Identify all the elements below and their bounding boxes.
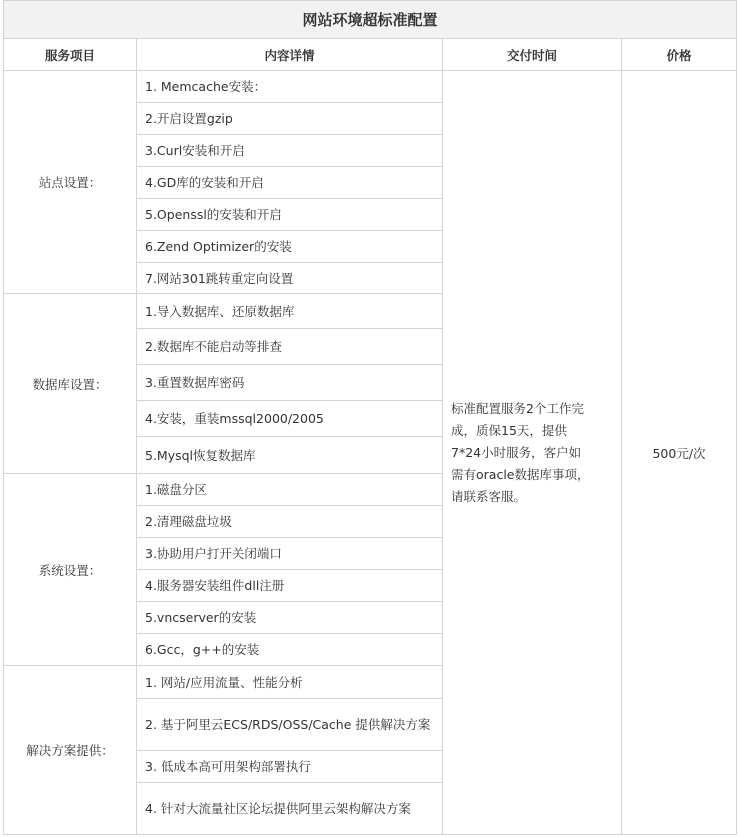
list-item: 1.导入数据库、还原数据库: [137, 294, 443, 329]
category-site-settings: 站点设置：: [4, 71, 137, 294]
list-item: 3.重置数据库密码: [137, 365, 443, 401]
header-service: 服务项目: [4, 39, 137, 71]
list-item: 2.开启设置gzip: [137, 103, 443, 135]
list-item: 1.磁盘分区: [137, 474, 443, 506]
list-item: 5.vncserver的安装: [137, 602, 443, 634]
list-item: 5.Mysql恢复数据库: [137, 437, 443, 474]
category-database-settings: 数据库设置：: [4, 294, 137, 474]
delivery-time-text: 标准配置服务2个工作完成，质保15天，提供7*24小时服务，客户如需有oracle数据库事项，请联系客服。: [443, 71, 622, 835]
list-item: 4.安装，重装mssql2000/2005: [137, 401, 443, 437]
table-title: 网站环境超标准配置: [4, 1, 737, 39]
header-delivery: 交付时间: [443, 39, 622, 71]
price-value: 500元/次: [622, 71, 737, 835]
category-system-settings: 系统设置：: [4, 474, 137, 666]
category-solutions: 解决方案提供：: [4, 666, 137, 835]
list-item: 5.Openssl的安装和开启: [137, 199, 443, 231]
list-item: 2.清理磁盘垃圾: [137, 506, 443, 538]
list-item: 6.Zend Optimizer的安装: [137, 231, 443, 263]
list-item: 2.数据库不能启动等排查: [137, 329, 443, 365]
list-item: 6.Gcc，g++的安装: [137, 634, 443, 666]
list-item: 3.Curl安装和开启: [137, 135, 443, 167]
header-details: 内容详情: [137, 39, 443, 71]
list-item: 1. 网站/应用流量、性能分析: [137, 666, 443, 699]
list-item: 4. 针对大流量社区论坛提供阿里云架构解决方案: [137, 783, 443, 835]
list-item: 4.服务器安装组件dll注册: [137, 570, 443, 602]
list-item: 4.GD库的安装和开启: [137, 167, 443, 199]
list-item: 7.网站301跳转重定向设置: [137, 263, 443, 294]
list-item: 3. 低成本高可用架构部署执行: [137, 751, 443, 783]
list-item: 1. Memcache安装：: [137, 71, 443, 103]
service-table: [3, 0, 737, 835]
header-price: 价格: [622, 39, 737, 71]
list-item: 2. 基于阿里云ECS/RDS/OSS/Cache 提供解决方案: [137, 699, 443, 751]
list-item: 3.协助用户打开关闭端口: [137, 538, 443, 570]
